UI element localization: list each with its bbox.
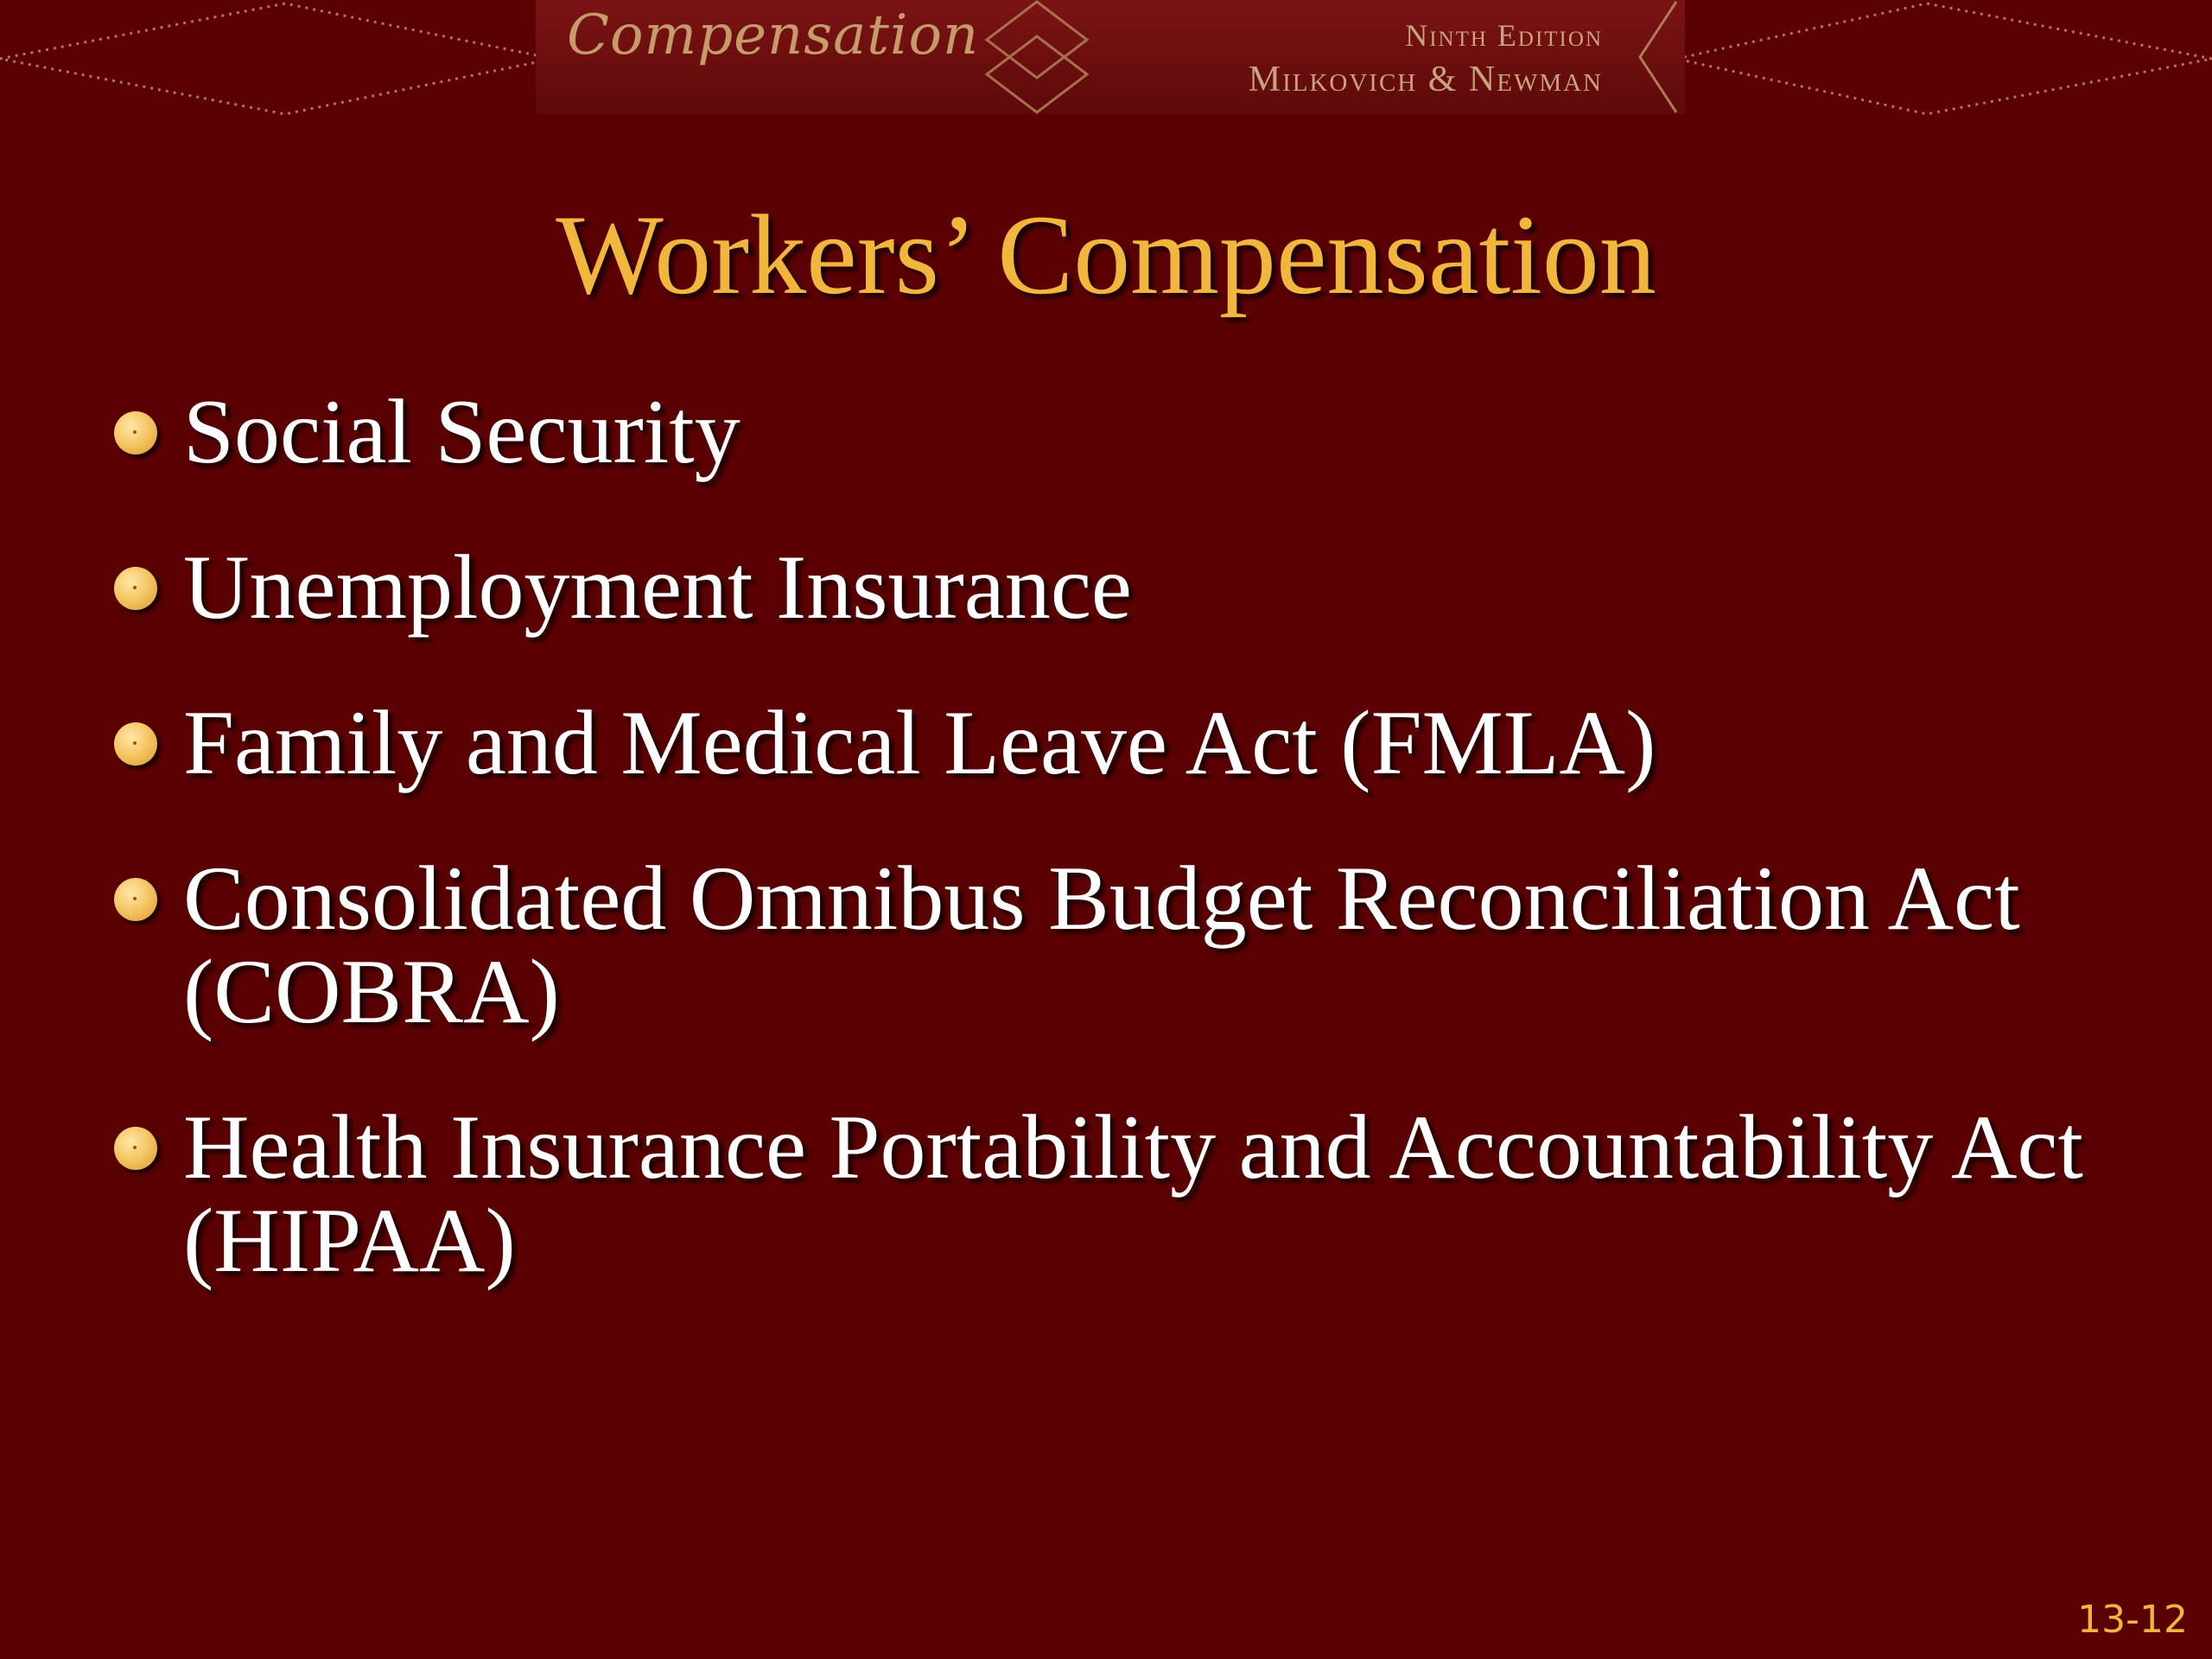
list-item [111,381,2124,482]
bullet-text: Social Security [183,381,741,482]
bullet-text: Family and Medical Leave Act (FMLA) [183,692,1656,793]
header-banner [536,0,1685,114]
bullet-icon [114,411,157,454]
bullet-text: Health Insurance Portability and Accountability Act (HIPAA) [183,1096,2083,1291]
bullet-icon [114,1127,157,1170]
bullet-icon [114,567,157,610]
bullet-list [111,381,2124,1350]
book-authors: Milkovich & Newman [1248,60,1603,99]
slide-title: Workers’ Compensation [556,191,1656,318]
slide-number: 13-12 [2077,1598,2188,1642]
list-item [111,537,2124,638]
diamond-ornament-icon [976,0,1097,114]
bullet-icon [114,878,157,921]
list-item [111,692,2124,793]
book-logo: Compensation [567,3,980,67]
list-item [111,1096,2124,1291]
bullet-text: Consolidated Omnibus Budget Reconciliation Act (COBRA) [183,848,2020,1042]
book-edition: Ninth Edition [1405,18,1603,53]
bullet-icon [114,722,157,766]
list-item [111,848,2124,1042]
chevron-ornament-icon [1633,0,1685,114]
bullet-text: Unemployment Insurance [183,537,1132,638]
